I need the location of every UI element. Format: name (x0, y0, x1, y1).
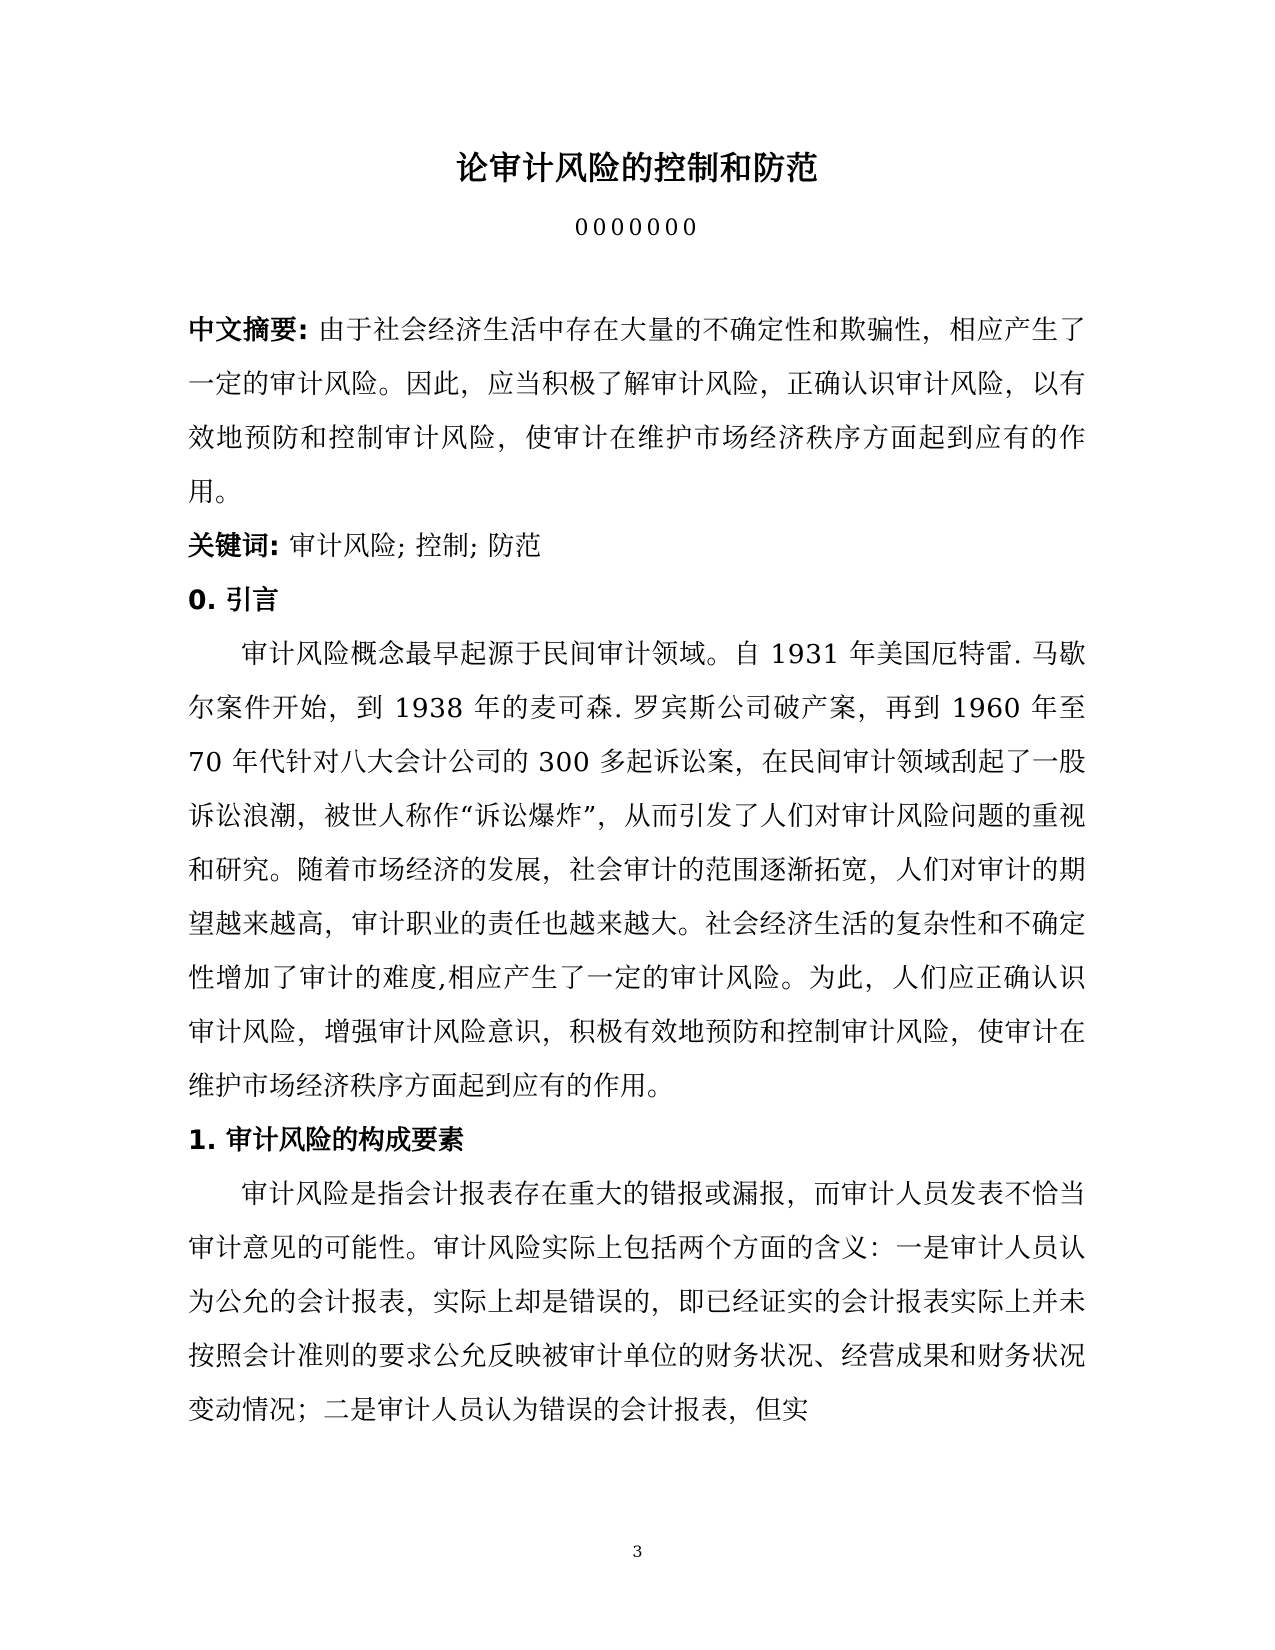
document-title: 论审计风险的控制和防范 (455, 149, 819, 187)
abstract-label: 中文摘要: (188, 315, 309, 346)
section-heading-risk-elements: 1. 审计风险的构成要素 (188, 1125, 465, 1156)
author-id: 0000000 (574, 216, 701, 241)
risk-elements-paragraph: 审计风险是指会计报表存在重大的错报或漏报，而审计人员发表不恰当审计意见的可能性。审计风险实际上包括两个方面的含义：一是审计人员认为公允的会计报表，实际上却是错误的，即已经证实的会计报表实际上并未按照会计准则的要求公允反映被审计单位的财务状况、经营成果和财务状况变动情况；二是审计人员认为错误的会计报表，但实 (188, 1179, 1086, 1426)
introduction-paragraph: 审计风险概念最早起源于民间审计领域。自 1931 年美国厄特雷. 马歇尔案件开始，到 1938 年的麦可森. 罗宾斯公司破产案，再到 1960 年至 70 年代针对八大会计公司的 300 多起诉讼案，在民间审计领域刮起了一股诉讼浪潮，被世人称作“诉讼爆炸”，从而引发了人们对审计风险问题的重视和研究。随着市场经济的发展，社会审计的范围逐渐拓宽，人们对审计的期望越来越高，审计职业的责任也越来越大。社会经济生活的复杂性和不确定性增加了审计的难度,相应产生了一定的审计风险。为此，人们应正确认识审计风险，增强审计风险意识，积极有效地预防和控制审计风险，使审计在维护市场经济秩序方面起到应有的作用。 (188, 639, 1086, 1102)
keywords-text: 审计风险; 控制; 防范 (289, 531, 542, 562)
keywords-paragraph (188, 520, 1086, 574)
abstract-text: 由于社会经济生活中存在大量的不确定性和欺骗性，相应产生了一定的审计风险。因此，应当积极了解审计风险，正确认识审计风险，以有效地预防和控制审计风险，使审计在维护市场经济秩序方面起到应有的作用。 (188, 315, 1086, 508)
document-body (188, 304, 1086, 1438)
abstract-paragraph (188, 304, 1086, 520)
keywords-label: 关键词: (188, 531, 281, 562)
section-heading-introduction: 0. 引言 (188, 585, 279, 616)
page-number: 3 (632, 1542, 643, 1561)
